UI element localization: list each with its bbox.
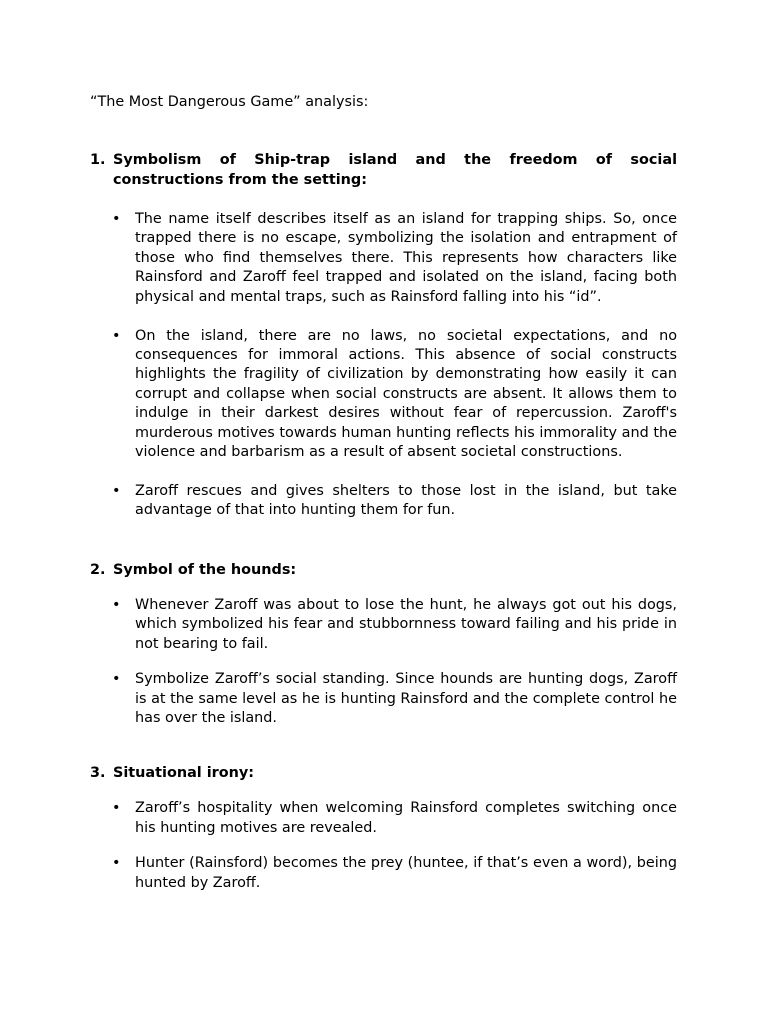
section-number: 3. (90, 765, 106, 782)
bullet-text: Whenever Zaroff was about to lose the hunt, he always got out his dogs, which symbolized his fear and stubbornness toward failing and his pride in not bearing to fail. (135, 596, 677, 652)
bullet-list (90, 799, 677, 893)
section-heading (90, 560, 677, 580)
bullet-text: Hunter (Rainsford) becomes the prey (huntee, if that’s even a word), being hunted by Zaroff. (135, 855, 677, 891)
section-number: 2. (90, 561, 106, 578)
bullet-icon: • (112, 327, 121, 344)
section-heading (90, 763, 677, 783)
section-heading-text: Symbol of the hounds: (113, 561, 297, 578)
list-item (90, 596, 677, 654)
list-item (90, 210, 677, 307)
bullet-text: Symbolize Zaroff’s social standing. Since hounds are hunting dogs, Zaroff is at the same level as he is hunting Rainsford and the complete control he has over the island. (135, 671, 677, 726)
bullet-list (90, 210, 677, 521)
section-heading-text: Situational irony: (113, 765, 255, 782)
bullet-icon: • (112, 596, 121, 613)
bullet-icon: • (112, 483, 121, 500)
list-item (90, 799, 677, 838)
document-page (90, 93, 677, 893)
bullet-text: The name itself describes itself as an island for trapping ships. So, once trapped there is no escape, symbolizing the isolation and entrapment of those who find themselves there. This represents how characters like Rainsford and Zaroff feel trapped and isolated on the island, facing both physical and mental traps, such as Rainsford falling into his “id”. (135, 211, 677, 305)
list-item (90, 854, 677, 893)
section-number: 1. (90, 152, 106, 168)
section-symbol-hounds (90, 560, 677, 728)
bullet-icon: • (112, 800, 121, 817)
bullet-icon: • (112, 671, 121, 688)
section-situational-irony (90, 763, 677, 893)
section-heading-text: Symbolism of Ship-trap island and the freedom of social constructions from the setting: (113, 152, 677, 188)
bullet-list (90, 596, 677, 728)
section-heading (90, 150, 677, 190)
bullet-text: Zaroff’s hospitality when welcoming Rainsford completes switching once his hunting motives are revealed. (135, 800, 677, 836)
bullet-icon: • (112, 211, 121, 227)
list-item (90, 670, 677, 728)
bullet-icon: • (112, 855, 121, 872)
document-title: “The Most Dangerous Game” analysis: (90, 94, 369, 110)
bullet-text: Zaroff rescues and gives shelters to those lost in the island, but take advantage of that into hunting them for fun. (135, 483, 677, 519)
section-symbolism-island (90, 150, 677, 521)
list-item (90, 327, 677, 463)
list-item (90, 482, 677, 521)
bullet-text: On the island, there are no laws, no societal expectations, and no consequences for immoral actions. This absence of social constructs highlights the fragility of civilization by demonstrating how easily it can corrupt and collapse when social constructs are absent. It allows them to indulge in their darkest desires without fear of repercussion. Zaroff's murderous motives towards human hunting reflects his immorality and the violence and barbarism as a result of absent societal constructions. (135, 327, 677, 461)
